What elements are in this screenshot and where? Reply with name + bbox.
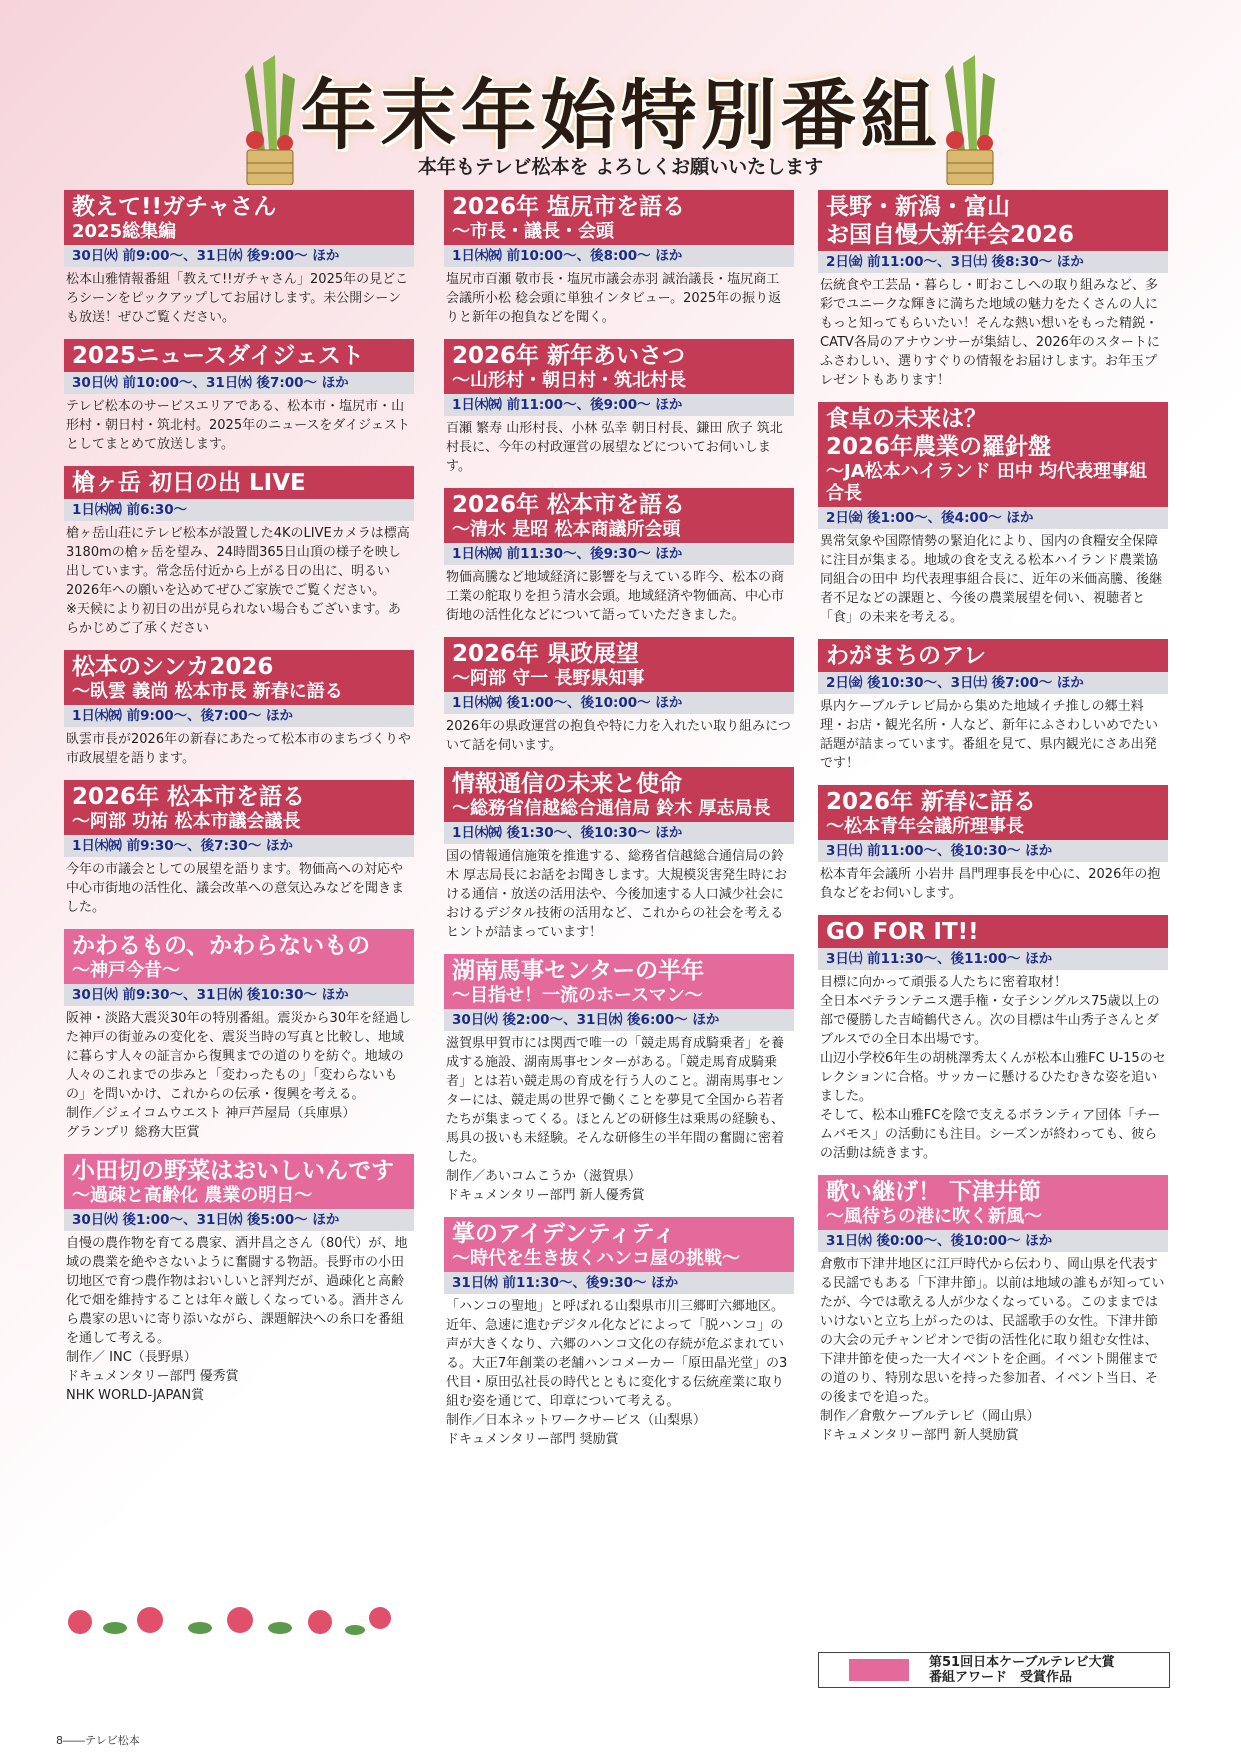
program-description	[64, 521, 414, 638]
program-subtitle: 2025総集編	[72, 221, 177, 242]
program-subtitle: ～時代を生き抜くハンコ屋の挑戦～	[452, 1248, 740, 1269]
legend-swatch	[849, 1659, 909, 1681]
program-schedule: 3日㈯ 前11:00～、後10:30～ ほか	[818, 840, 1168, 862]
program-subtitle: ～阿部 守一 長野県知事	[452, 668, 645, 689]
program-schedule: 30日㈫ 前9:30～、31日㈬ 後10:30～ ほか	[64, 984, 414, 1006]
program-card	[444, 767, 794, 942]
column-1	[64, 190, 414, 1417]
description-paragraph: 今年の市議会としての展望を語ります。物価高への対応や中心市街地の活性化、議会改革への意気込みなどを聞きました。	[66, 862, 405, 915]
page-subtitle: 本年もテレビ松本を よろしくお願いいたします	[417, 156, 824, 178]
description-paragraph: 百瀬 繁寿 山形村長、小林 弘幸 朝日村長、鎌田 欣子 筑北村長に、今年の村政運営の展望などについてお伺いします。	[446, 421, 783, 474]
description-paragraph: 全日本ベテランテニス選手権・女子シングルス75歳以上の部で優勝した吉崎鶴代さん。次の目標は牛山秀子さんとダブルスでの全日本出場です。	[820, 994, 1160, 1047]
description-paragraph: ドキュメンタリー部門 新人奨励賞	[820, 1428, 1019, 1443]
plum-blossom-decoration-icon	[60, 1600, 400, 1640]
program-title: 小田切の野菜はおいしいんです ～過疎と高齢化 農業の明日～	[64, 1154, 414, 1209]
program-card	[818, 639, 1168, 773]
page-title: 年末年始特別番組	[300, 71, 941, 160]
description-paragraph: 県内ケーブルテレビ局から集めた地域イチ推しの郷土料理・お店・観光名所・人など、新年にふさわしいめでたい話題が詰まっています。番組を見て、県内観光にさあ出発です！	[820, 699, 1159, 771]
program-title: 湖南馬事センターの半年 ～目指せ！一流のホースマン～	[444, 954, 794, 1009]
program-description	[64, 727, 414, 768]
program-description	[818, 862, 1168, 903]
program-title: 情報通信の未来と使命 ～総務省信越総合通信局 鈴木 厚志局長	[444, 767, 794, 822]
program-subtitle: ～総務省信越総合通信局 鈴木 厚志局長	[452, 798, 771, 819]
description-paragraph: 松本山雅情報番組「教えて!!ガチャさん」2025年の見どころシーンをピックアップしてお届けします。未公開シーンも放送！ぜひご覧ください。	[66, 272, 409, 325]
program-schedule: 30日㈫ 後2:00～、31日㈬ 後6:00～ ほか	[444, 1009, 794, 1031]
program-schedule: 1日㈭㈷ 前10:00～、後8:00～ ほか	[444, 245, 794, 267]
program-description	[444, 714, 794, 755]
program-card	[444, 339, 794, 476]
program-schedule: 31日㈬ 後0:00～、後10:00～ ほか	[818, 1230, 1168, 1252]
program-title: かわるもの、かわらないもの ～神戸今昔～	[64, 929, 414, 984]
program-card	[818, 915, 1168, 1163]
program-card	[444, 1217, 794, 1449]
description-paragraph: 2026年の県政運営の抱負や特に力を入れたい取り組みについて話を伺います。	[446, 719, 791, 753]
description-paragraph: 阪神・淡路大震災30年の特別番組。震災から30年を経過した神戸の街並みの変化を、震災当時の写真と比較し、地域に暮らす人々の証言から復興までの道のりを紡ぐ。地域の人々のこれまでの歩みと「変わったもの」「変わらないもの」を問いかけ、これからの伝承・復興を考える。	[66, 1011, 412, 1102]
description-paragraph: そして、松本山雅FCを陰で支えるボランティア団体「チームバモス」の活動にも注目。シーズンが終わっても、彼らの活動は続きます。	[820, 1108, 1161, 1161]
program-description	[444, 267, 794, 327]
program-description	[64, 857, 414, 917]
program-subtitle: ～山形村・朝日村・筑北村長	[452, 370, 686, 391]
program-title: 槍ヶ岳 初日の出 LIVE	[64, 466, 414, 499]
program-description	[818, 970, 1168, 1163]
program-title: 長野・新潟・富山 お国自慢大新年会2026	[818, 190, 1168, 251]
program-subtitle: お国自慢大新年会2026	[826, 222, 1075, 248]
program-description	[64, 1006, 414, 1142]
column-2	[444, 190, 794, 1461]
program-subtitle: ～神戸今昔～	[72, 960, 180, 981]
program-description	[64, 1231, 414, 1405]
description-paragraph: 槍ヶ岳山荘にテレビ松本が設置した4KのLIVEカメラは標高3180mの槍ヶ岳を望み、24時間365日山頂の様子を映し出しています。常念岳付近から上がる日の出に、明るい2026年への願いを込めてぜひご家族でご覧ください。	[66, 526, 410, 598]
program-subtitle: ～目指せ！一流のホースマン～	[452, 985, 703, 1006]
program-title: 歌い継げ！ 下津井節 ～風待ちの港に吹く新風～	[818, 1175, 1168, 1230]
program-schedule: 1日㈭㈷ 後1:00～、後10:00～ ほか	[444, 692, 794, 714]
program-subtitle: ～阿部 功祐 松本市議会議長	[72, 811, 301, 832]
program-schedule: 2日㈮ 前11:00～、3日㈯ 後8:30～ ほか	[818, 251, 1168, 273]
program-title: 2026年 県政展望 ～阿部 守一 長野県知事	[444, 637, 794, 692]
program-title: 掌のアイデンティティ ～時代を生き抜くハンコ屋の挑戦～	[444, 1217, 794, 1272]
legend-text: 第51回日本ケーブルテレビ大賞 番組アワード 受賞作品	[929, 1655, 1115, 1685]
program-subtitle: ～臥雲 義尚 松本市長 新春に語る	[72, 681, 343, 702]
program-title: GO FOR IT!!	[818, 915, 1168, 948]
description-paragraph: 臥雲市長が2026年の新春にあたって松本市のまちづくりや市政展望を語ります。	[66, 732, 411, 766]
description-paragraph: ドキュメンタリー部門 奨励賞	[446, 1432, 619, 1447]
description-paragraph: ※天候により初日の出が見られない場合もございます。あらかじめご了承ください	[66, 602, 401, 636]
description-paragraph: 塩尻市百瀬 敬市長・塩尻市議会赤羽 誠治議長・塩尻商工会議所小松 稔会頭に単独インタビュー。2025年の振り返りと新年の抱負などを聞く。	[446, 272, 782, 325]
program-title: 食卓の未来は？ 2026年農業の羅針盤 ～JA松本ハイランド 田中 均代表理事組合長	[818, 402, 1168, 507]
program-schedule: 1日㈭㈷ 前9:00～、後7:00～ ほか	[64, 705, 414, 727]
program-card	[64, 650, 414, 768]
award-legend	[818, 1652, 1170, 1688]
program-card	[444, 190, 794, 327]
description-paragraph: グランプリ 総務大臣賞	[66, 1125, 200, 1140]
program-title: 松本のシンカ2026 ～臥雲 義尚 松本市長 新春に語る	[64, 650, 414, 705]
program-title: 教えて!!ガチャさん 2025総集編	[64, 190, 414, 245]
description-paragraph: 松本青年会議所 小岩井 昌門理事長を中心に、2026年の抱負などをお伺いします。	[820, 867, 1161, 901]
program-schedule: 1日㈭㈷ 前11:00～、後9:00～ ほか	[444, 394, 794, 416]
program-description	[444, 1031, 794, 1205]
program-schedule: 30日㈫ 前10:00～、31日㈬ 後7:00～ ほか	[64, 372, 414, 394]
program-title: わがまちのアレ	[818, 639, 1168, 672]
program-description	[64, 267, 414, 327]
program-subtitle: 2026年農業の羅針盤	[826, 434, 1052, 460]
description-paragraph: 滋賀県甲賀市には関西で唯一の「競走馬育成騎乗者」を養成する施設、湖南馬事センターがある。「競走馬育成騎乗者」とは若い競走馬の育成を行う人のこと。湖南馬事センターには、競走馬の世界で働くことを夢見て全国から若者たちが集まってくる。ほとんどの研修生は乗馬の経験も、馬具の扱いも未経験。そんな研修生の半年間の奮闘に密着した。	[446, 1036, 785, 1165]
program-schedule: 30日㈫ 後1:00～、31日㈬ 後5:00～ ほか	[64, 1209, 414, 1231]
program-schedule: 1日㈭㈷ 前11:30～、後9:30～ ほか	[444, 543, 794, 565]
program-card	[818, 1175, 1168, 1445]
program-card	[818, 402, 1168, 627]
description-paragraph: 制作／あいコムこうか（滋賀県）	[446, 1169, 642, 1184]
program-description	[444, 844, 794, 942]
program-description	[818, 273, 1168, 390]
program-description	[818, 1252, 1168, 1445]
description-paragraph: 制作／倉敷ケーブルテレビ（岡山県）	[820, 1409, 1040, 1424]
program-schedule: 3日㈯ 前11:30～、後11:00～ ほか	[818, 948, 1168, 970]
page-footer: 8――テレビ松本	[56, 1734, 140, 1747]
description-paragraph: 物価高騰など地域経済に影響を与えている昨今、松本の商工業の舵取りを担う清水会頭。地域経済や物価高、中心市街地の活性化などについて語っていただきました。	[446, 570, 785, 623]
description-paragraph: 国の情報通信施策を推進する、総務省信越総合通信局の鈴木 厚志局長にお話をお聞きします。大規模災害発生時における通信・放送の活用法や、今後加速する人口減少社会におけるデジタル技術の活用など、これからの社会を考えるヒントが詰まっています！	[446, 849, 788, 940]
program-subtitle: ～JA松本ハイランド 田中 均代表理事組合長	[826, 461, 1148, 504]
program-description	[64, 394, 414, 454]
program-description	[818, 529, 1168, 627]
column-3	[818, 190, 1168, 1457]
program-title: 2026年 松本市を語る ～阿部 功祐 松本市議会議長	[64, 780, 414, 835]
program-schedule: 2日㈮ 後1:00～、後4:00～ ほか	[818, 507, 1168, 529]
program-card	[818, 190, 1168, 390]
description-paragraph: 「ハンコの聖地」と呼ばれる山梨県市川三郷町六郷地区。近年、急速に進むデジタル化などによって「脱ハンコ」の声が大きくなり、六郷のハンコ文化の存続が危ぶまれている。大正7年創業の老舗ハンコメーカー「原田晶光堂」の3代目・原田弘社長の時代とともに変化する伝統産業に取り組む姿を通じて、印章について考える。	[446, 1299, 788, 1409]
program-title: 2026年 新春に語る ～松本青年会議所理事長	[818, 785, 1168, 840]
description-paragraph: テレビ松本のサービスエリアである、松本市・塩尻市・山形村・朝日村・筑北村。2025年のニュースをダイジェストとしてまとめて放送します。	[66, 399, 410, 452]
description-paragraph: NHK WORLD-JAPAN賞	[66, 1388, 205, 1403]
description-paragraph: 制作／ INC（長野県）	[66, 1350, 197, 1365]
program-card	[64, 339, 414, 454]
program-card	[64, 780, 414, 917]
program-card	[444, 637, 794, 755]
description-paragraph: 制作／ジェイコムウエスト 神戸芦屋局（兵庫県）	[66, 1106, 356, 1121]
program-title: 2026年 松本市を語る ～清水 是昭 松本商議所会頭	[444, 488, 794, 543]
description-paragraph: 倉敷市下津井地区に江戸時代から伝わり、岡山県を代表する民謡でもある「下津井節」。以前は地域の誰もが知っていたが、今では歌える人が少なくなっている。このままではいけないと立ち上がったのは、民謡歌手の女性。下津井節の大会の元チャンピオンで街の活性化に取り組む女性は、下津井節を使った一大イベントを企画。イベント開催までの道のり、特別な思いを持った参加者、イベント当日、その後までを追った。	[820, 1257, 1165, 1405]
program-description	[444, 1294, 794, 1449]
description-paragraph: ドキュメンタリー部門 新人優秀賞	[446, 1188, 645, 1203]
description-paragraph: 自慢の農作物を育てる農家、酒井昌之さん（80代）が、地域の農業を絶やさないように奮闘する物語。長野市の小田切地区で育つ農作物はおいしいと評判だが、過疎化と高齢化で畑を維持することは年々厳しくなっている。酒井さんら農家の思いに寄り添いながら、課題解決への糸口を番組を通して考える。	[66, 1236, 408, 1346]
description-paragraph: 制作／日本ネットワークサービス（山梨県）	[446, 1413, 707, 1428]
program-card	[444, 954, 794, 1205]
program-card	[64, 929, 414, 1142]
program-card	[64, 466, 414, 638]
program-description	[444, 416, 794, 476]
program-schedule: 1日㈭㈷ 前6:30～	[64, 499, 414, 521]
description-paragraph: 山辺小学校6年生の胡桃澤秀太くんが松本山雅FC U-15のセレクションに合格。サッカーに懸けるひたむきな姿を追いました。	[820, 1051, 1166, 1104]
program-schedule: 1日㈭㈷ 後1:30～、後10:30～ ほか	[444, 822, 794, 844]
program-schedule: 1日㈭㈷ 前9:30～、後7:30～ ほか	[64, 835, 414, 857]
description-paragraph: 目標に向かって頑張る人たちに密着取材！	[820, 975, 1068, 990]
program-title: 2026年 塩尻市を語る ～市長・議長・会頭	[444, 190, 794, 245]
header	[0, 0, 1241, 185]
description-paragraph: 異常気象や国際情勢の緊迫化により、国内の食糧安全保障に注目が集まる。地域の食を支える松本ハイランド農業協同組合の田中 均代表理事組合長に、近年の米価高騰、後継者不足などの課題と、今後の農業展望を伺い、視聴者と「食」の未来を考える。	[820, 534, 1163, 625]
program-subtitle: ～過疎と高齢化 農業の明日～	[72, 1185, 313, 1206]
program-card	[64, 1154, 414, 1405]
program-card	[818, 785, 1168, 903]
program-subtitle: ～風待ちの港に吹く新風～	[826, 1206, 1042, 1227]
program-schedule: 31日㈬ 前11:30～、後9:30～ ほか	[444, 1272, 794, 1294]
program-subtitle: ～松本青年会議所理事長	[826, 816, 1024, 837]
program-schedule: 30日㈫ 前9:00～、31日㈬ 後9:00～ ほか	[64, 245, 414, 267]
description-paragraph: 伝統食や工芸品・暮らし・町おこしへの取り組みなど、多彩でユニークな輝きに満ちた地域の魅力をたくさんの人にもっと知ってもらいたい！そんな熱い想いをもった精鋭・CATV各局のアナウンサーが集結し、2026年のスタートにふさわしい、選りすぐりの情報をお届けします。お年玉プレゼントもあります！	[820, 278, 1160, 388]
program-schedule: 2日㈮ 後10:30～、3日㈯ 後7:00～ ほか	[818, 672, 1168, 694]
program-description	[444, 565, 794, 625]
program-title: 2026年 新年あいさつ ～山形村・朝日村・筑北村長	[444, 339, 794, 394]
program-card	[64, 190, 414, 327]
program-description	[818, 694, 1168, 773]
program-title: 2025ニュースダイジェスト	[64, 339, 414, 372]
description-paragraph: ドキュメンタリー部門 優秀賞	[66, 1369, 239, 1384]
program-subtitle: ～市長・議長・会頭	[452, 221, 614, 242]
program-subtitle: ～清水 是昭 松本商議所会頭	[452, 519, 681, 540]
program-card	[444, 488, 794, 625]
